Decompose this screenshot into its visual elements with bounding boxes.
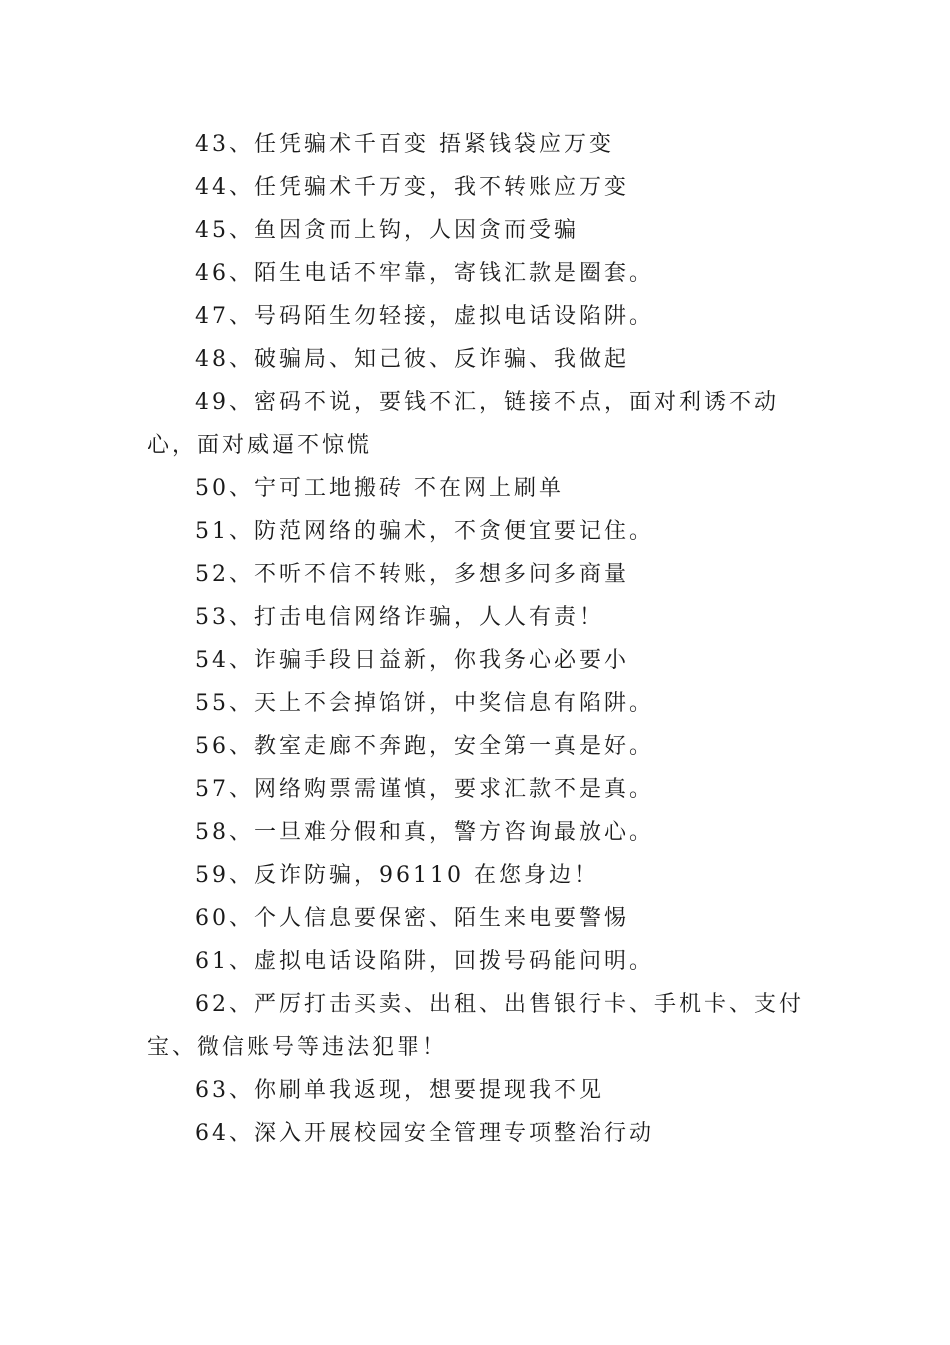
- slogan-item-59: 59、反诈防骗，96110 在您身边！: [195, 863, 599, 888]
- slogan-item-49: 49、密码不说，要钱不汇，链接不点，面对利诱不动心，面对威逼不惊慌: [147, 390, 779, 458]
- slogan-item-53: 53、打击电信网络诈骗，人人有责！: [195, 605, 604, 630]
- slogan-item-55: 55、天上不会掉馅饼，中奖信息有陷阱。: [195, 691, 654, 716]
- slogan-item-60: 60、个人信息要保密、陌生来电要警惕: [195, 906, 629, 931]
- slogan-item-47: 47、号码陌生勿轻接，虚拟电话设陷阱。: [195, 304, 654, 329]
- slogan-item-61: 61、虚拟电话设陷阱，回拨号码能问明。: [195, 949, 654, 974]
- slogan-item-54: 54、诈骗手段日益新，你我务心必要小: [195, 648, 629, 673]
- slogan-item-64: 64、深入开展校园安全管理专项整治行动: [195, 1121, 654, 1146]
- slogan-item-56: 56、教室走廊不奔跑，安全第一真是好。: [195, 734, 654, 759]
- slogan-item-57: 57、网络购票需谨慎，要求汇款不是真。: [195, 777, 654, 802]
- slogan-item-62: 62、严厉打击买卖、出租、出售银行卡、手机卡、支付宝、微信账号等违法犯罪！: [147, 992, 804, 1060]
- slogan-item-43: 43、任凭骗术千百变 捂紧钱袋应万变: [195, 132, 614, 157]
- slogan-item-58: 58、一旦难分假和真，警方咨询最放心。: [195, 820, 654, 845]
- slogan-item-45: 45、鱼因贪而上钩，人因贪而受骗: [195, 218, 579, 243]
- slogan-item-48: 48、破骗局、知己彼、反诈骗、我做起: [195, 347, 629, 372]
- slogan-item-52: 52、不听不信不转账，多想多问多商量: [195, 562, 629, 587]
- slogan-item-51: 51、防范网络的骗术，不贪便宜要记住。: [195, 519, 654, 544]
- slogan-item-50: 50、宁可工地搬砖 不在网上刷单: [195, 476, 564, 501]
- slogan-item-44: 44、任凭骗术千万变，我不转账应万变: [195, 175, 629, 200]
- slogan-item-63: 63、你刷单我返现，想要提现我不见: [195, 1078, 604, 1103]
- slogan-item-46: 46、陌生电话不牢靠，寄钱汇款是圈套。: [195, 261, 654, 286]
- slogan-list: [147, 123, 807, 1155]
